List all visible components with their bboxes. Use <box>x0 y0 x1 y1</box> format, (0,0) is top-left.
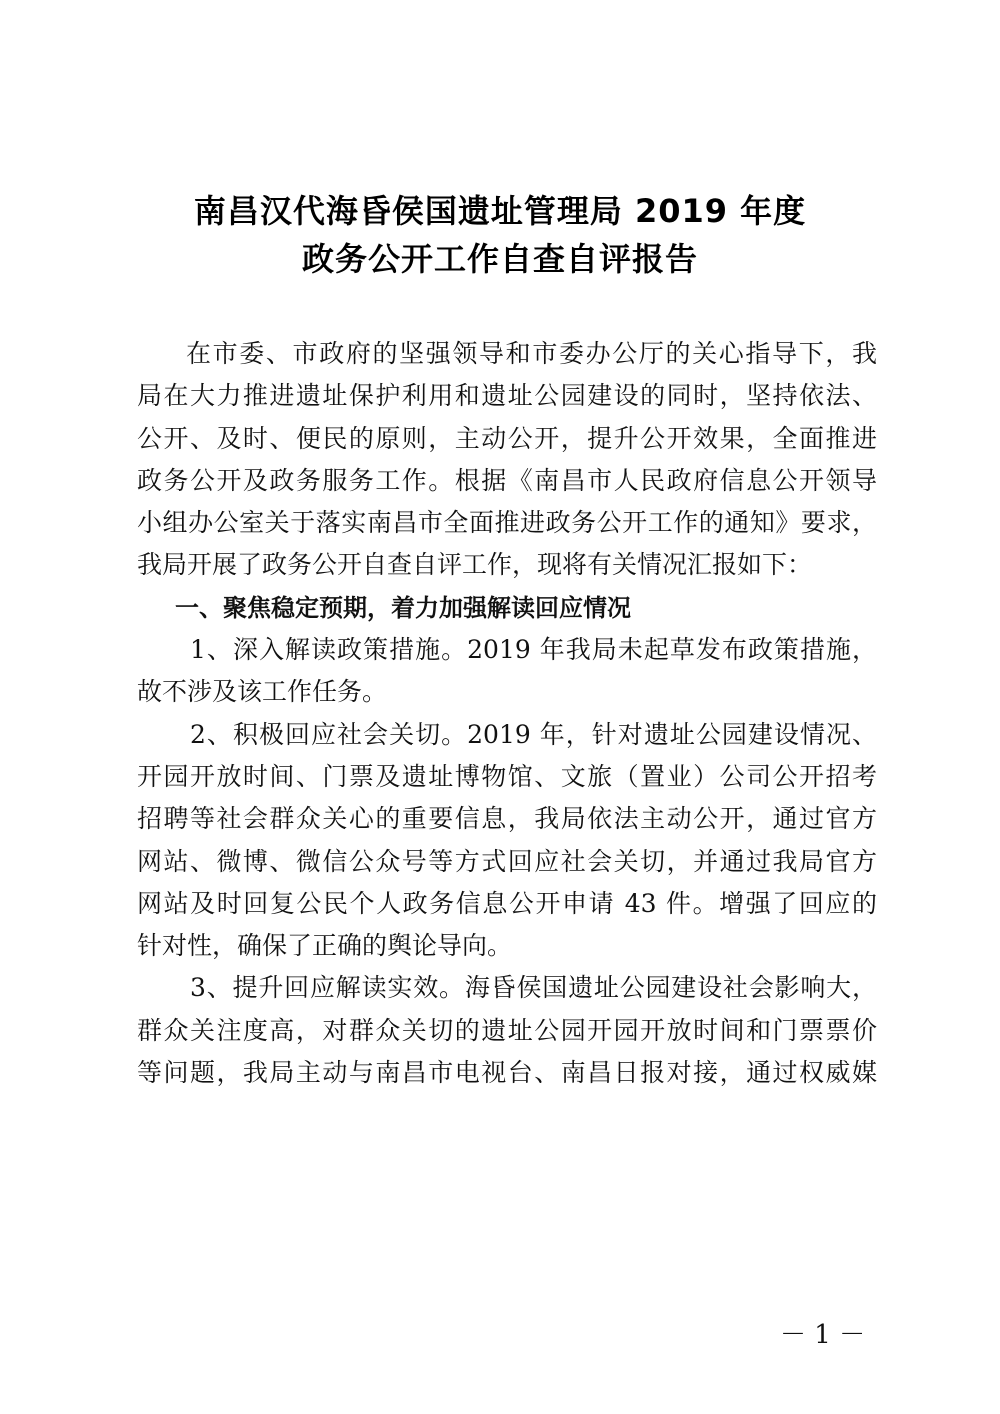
document-title-line-2: 政务公开工作自查自评报告 <box>301 240 698 278</box>
document-title-line-1: 南昌汉代海昏侯国遗址管理局 2019 年度 <box>193 192 807 230</box>
body-line: 3、提升回应解读实效。海昏侯国遗址公园建设社会影响大， <box>190 973 877 1003</box>
document-body <box>137 333 877 1094</box>
body-line: 等问题，我局主动与南昌市电视台、南昌日报对接，通过权威媒 <box>137 1058 877 1088</box>
body-line: 小组办公室关于落实南昌市全面推进政务公开工作的通知》要求， <box>137 508 877 538</box>
body-line: 故不涉及该工作任务。 <box>137 677 388 707</box>
body-line: 开园开放时间、门票及遗址博物馆、文旅（置业）公司公开招考 <box>137 761 877 791</box>
body-line: 局在大力推进遗址保护利用和遗址公园建设的同时，坚持依法、 <box>137 381 877 411</box>
section-heading: 一、聚焦稳定预期，着力加强解读回应情况 <box>175 593 631 622</box>
body-line: 我局开展了政务公开自查自评工作，现将有关情况汇报如下： <box>137 550 813 580</box>
body-line: 招聘等社会群众关心的重要信息，我局依法主动公开，通过官方 <box>137 804 877 834</box>
page-number: － 1 － <box>780 1320 866 1350</box>
body-line: 2、积极回应社会关切。2019 年，针对遗址公园建设情况、 <box>190 719 877 749</box>
body-line: 针对性，确保了正确的舆论导向。 <box>137 931 513 961</box>
body-line: 政务公开及政务服务工作。根据《南昌市人民政府信息公开领导 <box>137 465 877 495</box>
body-line: 网站、微博、微信公众号等方式回应社会关切，并通过我局官方 <box>137 846 877 876</box>
body-line: 群众关注度高，对群众关切的遗址公园开园开放时间和门票票价 <box>137 1015 877 1045</box>
body-line: 在市委、市政府的坚强领导和市委办公厅的关心指导下，我 <box>186 339 877 368</box>
body-line: 公开、及时、便民的原则，主动公开，提升公开效果，全面推进 <box>137 423 877 453</box>
body-line: 1、深入解读政策措施。2019 年我局未起草发布政策措施， <box>190 635 877 665</box>
body-line: 网站及时回复公民个人政务信息公开申请 43 件。增强了回应的 <box>137 888 877 918</box>
